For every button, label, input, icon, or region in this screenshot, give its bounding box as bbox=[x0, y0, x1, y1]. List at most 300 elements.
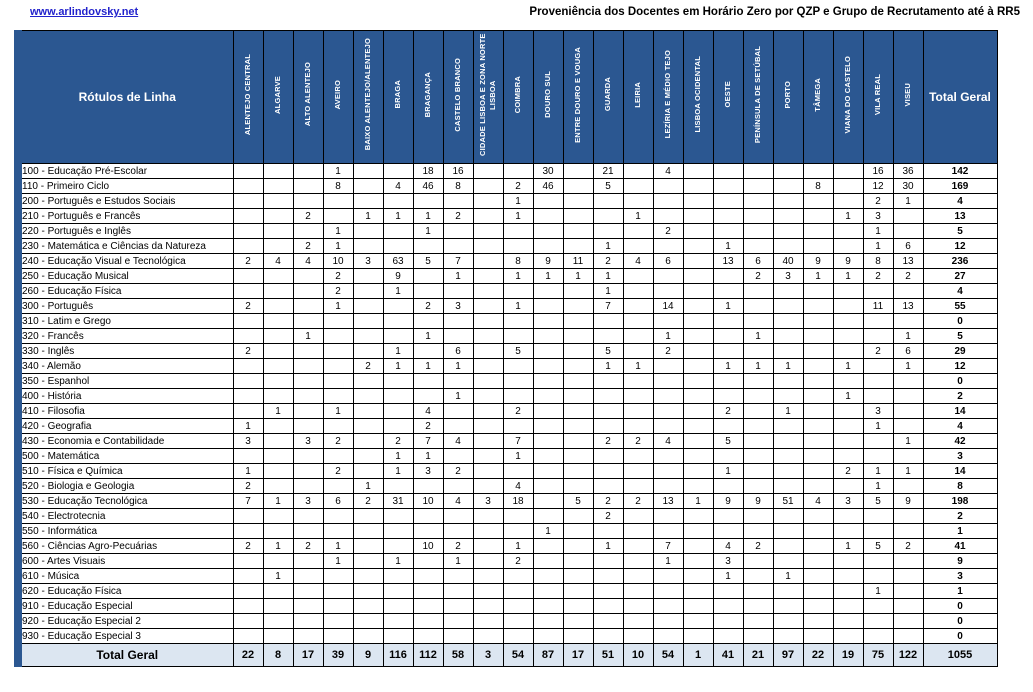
value-cell bbox=[713, 584, 743, 599]
pivot-table bbox=[14, 30, 998, 667]
value-cell bbox=[623, 269, 653, 284]
value-cell bbox=[623, 524, 653, 539]
value-cell: 3 bbox=[443, 299, 473, 314]
value-cell: 1 bbox=[893, 464, 923, 479]
value-cell bbox=[563, 569, 593, 584]
value-cell bbox=[353, 419, 383, 434]
row-label-cell: 610 - Música bbox=[18, 569, 233, 584]
value-cell: 2 bbox=[743, 539, 773, 554]
value-cell bbox=[233, 359, 263, 374]
value-cell: 1 bbox=[593, 284, 623, 299]
value-cell bbox=[863, 599, 893, 614]
value-cell: 36 bbox=[893, 164, 923, 179]
value-cell: 1 bbox=[593, 539, 623, 554]
value-cell bbox=[563, 329, 593, 344]
table-row bbox=[18, 569, 997, 584]
value-cell: 1 bbox=[383, 554, 413, 569]
value-cell: 4 bbox=[263, 254, 293, 269]
value-cell bbox=[413, 314, 443, 329]
value-cell bbox=[833, 629, 863, 644]
value-cell: 2 bbox=[293, 209, 323, 224]
row-label-cell: 510 - Física e Química bbox=[18, 464, 233, 479]
value-cell bbox=[833, 374, 863, 389]
value-cell bbox=[833, 599, 863, 614]
row-total-cell: 198 bbox=[923, 494, 997, 509]
value-cell bbox=[503, 524, 533, 539]
value-cell bbox=[623, 629, 653, 644]
value-cell bbox=[653, 389, 683, 404]
row-total-cell: 1 bbox=[923, 584, 997, 599]
value-cell: 11 bbox=[863, 299, 893, 314]
value-cell bbox=[593, 464, 623, 479]
value-cell bbox=[383, 239, 413, 254]
value-cell bbox=[293, 584, 323, 599]
column-total-cell: 51 bbox=[593, 644, 623, 667]
value-cell bbox=[533, 209, 563, 224]
col-header bbox=[233, 31, 263, 164]
grand-total-cell: 1055 bbox=[923, 644, 997, 667]
value-cell bbox=[683, 614, 713, 629]
value-cell bbox=[803, 314, 833, 329]
value-cell: 1 bbox=[863, 224, 893, 239]
value-cell bbox=[503, 314, 533, 329]
value-cell bbox=[773, 629, 803, 644]
value-cell: 2 bbox=[653, 224, 683, 239]
value-cell bbox=[743, 479, 773, 494]
value-cell bbox=[743, 524, 773, 539]
value-cell bbox=[653, 614, 683, 629]
table-row bbox=[18, 509, 997, 524]
value-cell: 1 bbox=[323, 224, 353, 239]
value-cell bbox=[623, 299, 653, 314]
page-title: Proveniência dos Docentes em Horário Zero por QZP e Grupo de Recrutamento até à RR5 bbox=[529, 6, 1020, 18]
value-cell bbox=[533, 239, 563, 254]
value-cell bbox=[443, 629, 473, 644]
value-cell bbox=[773, 239, 803, 254]
value-cell bbox=[653, 449, 683, 464]
table-row bbox=[18, 524, 997, 539]
column-total-cell: 97 bbox=[773, 644, 803, 667]
value-cell: 1 bbox=[353, 479, 383, 494]
value-cell: 18 bbox=[503, 494, 533, 509]
value-cell bbox=[503, 464, 533, 479]
value-cell bbox=[773, 329, 803, 344]
value-cell bbox=[713, 629, 743, 644]
value-cell: 2 bbox=[413, 299, 443, 314]
value-cell bbox=[803, 299, 833, 314]
value-cell bbox=[623, 509, 653, 524]
value-cell bbox=[533, 224, 563, 239]
table-row bbox=[18, 269, 997, 284]
value-cell bbox=[743, 209, 773, 224]
value-cell bbox=[803, 524, 833, 539]
value-cell bbox=[383, 584, 413, 599]
value-cell bbox=[353, 509, 383, 524]
value-cell bbox=[713, 314, 743, 329]
col-header-label: VIANA DO CASTELO bbox=[843, 55, 853, 134]
value-cell bbox=[353, 584, 383, 599]
row-total-cell: 5 bbox=[923, 224, 997, 239]
value-cell bbox=[803, 344, 833, 359]
value-cell bbox=[863, 314, 893, 329]
value-cell bbox=[503, 509, 533, 524]
value-cell bbox=[473, 374, 503, 389]
value-cell: 1 bbox=[233, 419, 263, 434]
value-cell bbox=[443, 194, 473, 209]
value-cell: 1 bbox=[893, 434, 923, 449]
value-cell bbox=[683, 239, 713, 254]
value-cell bbox=[233, 449, 263, 464]
value-cell bbox=[803, 479, 833, 494]
value-cell bbox=[563, 584, 593, 599]
value-cell bbox=[533, 584, 563, 599]
col-header-label: LISBOA OCIDENTAL bbox=[693, 56, 703, 133]
value-cell bbox=[623, 404, 653, 419]
value-cell bbox=[683, 539, 713, 554]
value-cell bbox=[293, 629, 323, 644]
row-total-cell: 41 bbox=[923, 539, 997, 554]
value-cell: 1 bbox=[593, 239, 623, 254]
value-cell bbox=[893, 524, 923, 539]
value-cell bbox=[743, 509, 773, 524]
value-cell bbox=[803, 599, 833, 614]
value-cell: 13 bbox=[893, 299, 923, 314]
col-header-label: ENTRE DOURO E VOUGA bbox=[573, 46, 583, 143]
row-label-cell: 500 - Matemática bbox=[18, 449, 233, 464]
value-cell: 5 bbox=[713, 434, 743, 449]
value-cell: 2 bbox=[323, 434, 353, 449]
value-cell bbox=[533, 314, 563, 329]
value-cell bbox=[563, 344, 593, 359]
value-cell bbox=[383, 629, 413, 644]
value-cell bbox=[803, 374, 833, 389]
value-cell bbox=[443, 284, 473, 299]
value-cell bbox=[473, 284, 503, 299]
value-cell bbox=[683, 194, 713, 209]
value-cell: 8 bbox=[443, 179, 473, 194]
value-cell bbox=[713, 224, 743, 239]
value-cell bbox=[713, 209, 743, 224]
value-cell bbox=[893, 374, 923, 389]
value-cell: 3 bbox=[863, 404, 893, 419]
col-header bbox=[713, 31, 743, 164]
value-cell bbox=[893, 389, 923, 404]
value-cell bbox=[773, 194, 803, 209]
site-link[interactable]: www.arlindovsky.net bbox=[30, 6, 139, 18]
value-cell bbox=[743, 299, 773, 314]
value-cell bbox=[773, 434, 803, 449]
value-cell bbox=[293, 554, 323, 569]
value-cell bbox=[593, 629, 623, 644]
value-cell bbox=[833, 404, 863, 419]
value-cell bbox=[323, 509, 353, 524]
value-cell bbox=[293, 449, 323, 464]
value-cell: 4 bbox=[503, 479, 533, 494]
value-cell bbox=[773, 419, 803, 434]
value-cell bbox=[893, 209, 923, 224]
value-cell bbox=[713, 194, 743, 209]
value-cell bbox=[263, 419, 293, 434]
value-cell: 1 bbox=[353, 209, 383, 224]
value-cell bbox=[653, 629, 683, 644]
value-cell bbox=[503, 419, 533, 434]
value-cell bbox=[683, 434, 713, 449]
row-total-cell: 2 bbox=[923, 389, 997, 404]
value-cell bbox=[443, 404, 473, 419]
value-cell: 2 bbox=[653, 344, 683, 359]
value-cell: 1 bbox=[623, 209, 653, 224]
value-cell bbox=[353, 179, 383, 194]
column-total-cell: 8 bbox=[263, 644, 293, 667]
value-cell bbox=[803, 164, 833, 179]
value-cell: 1 bbox=[383, 344, 413, 359]
value-cell bbox=[563, 479, 593, 494]
value-cell: 7 bbox=[233, 494, 263, 509]
value-cell bbox=[623, 224, 653, 239]
value-cell bbox=[473, 539, 503, 554]
value-cell bbox=[443, 524, 473, 539]
value-cell bbox=[293, 359, 323, 374]
value-cell bbox=[653, 209, 683, 224]
row-label-cell: 530 - Educação Tecnológica bbox=[18, 494, 233, 509]
row-label-cell: 100 - Educação Pré-Escolar bbox=[18, 164, 233, 179]
col-header bbox=[323, 31, 353, 164]
value-cell bbox=[713, 179, 743, 194]
value-cell bbox=[533, 299, 563, 314]
table-row bbox=[18, 449, 997, 464]
value-cell bbox=[893, 479, 923, 494]
value-cell bbox=[623, 569, 653, 584]
value-cell bbox=[893, 314, 923, 329]
value-cell bbox=[713, 509, 743, 524]
value-cell bbox=[563, 299, 593, 314]
value-cell: 1 bbox=[293, 329, 323, 344]
value-cell bbox=[863, 284, 893, 299]
value-cell: 1 bbox=[833, 269, 863, 284]
value-cell bbox=[833, 344, 863, 359]
value-cell bbox=[623, 284, 653, 299]
value-cell bbox=[563, 359, 593, 374]
value-cell bbox=[623, 479, 653, 494]
column-total-cell: 112 bbox=[413, 644, 443, 667]
row-total-cell: 14 bbox=[923, 404, 997, 419]
value-cell: 1 bbox=[443, 359, 473, 374]
value-cell bbox=[503, 374, 533, 389]
col-header bbox=[893, 31, 923, 164]
value-cell bbox=[293, 164, 323, 179]
value-cell bbox=[743, 569, 773, 584]
value-cell: 3 bbox=[353, 254, 383, 269]
value-cell bbox=[473, 359, 503, 374]
value-cell bbox=[323, 314, 353, 329]
value-cell bbox=[233, 329, 263, 344]
value-cell: 3 bbox=[473, 494, 503, 509]
value-cell bbox=[563, 464, 593, 479]
value-cell: 2 bbox=[323, 284, 353, 299]
value-cell: 7 bbox=[413, 434, 443, 449]
value-cell bbox=[653, 284, 683, 299]
table-row bbox=[18, 284, 997, 299]
value-cell bbox=[593, 524, 623, 539]
value-cell: 13 bbox=[893, 254, 923, 269]
value-cell bbox=[833, 239, 863, 254]
col-header bbox=[803, 31, 833, 164]
value-cell bbox=[623, 164, 653, 179]
col-header-label: GUARDA bbox=[603, 77, 613, 112]
column-total-cell: 19 bbox=[833, 644, 863, 667]
value-cell: 9 bbox=[533, 254, 563, 269]
value-cell bbox=[383, 404, 413, 419]
value-cell: 1 bbox=[263, 539, 293, 554]
value-cell bbox=[773, 389, 803, 404]
value-cell bbox=[233, 179, 263, 194]
value-cell bbox=[803, 419, 833, 434]
value-cell: 16 bbox=[443, 164, 473, 179]
value-cell bbox=[383, 509, 413, 524]
value-cell bbox=[803, 614, 833, 629]
value-cell bbox=[473, 164, 503, 179]
col-header-label: TÂMEGA bbox=[813, 77, 823, 112]
col-header-label: LEIRIA bbox=[633, 81, 643, 108]
value-cell bbox=[233, 194, 263, 209]
value-cell bbox=[773, 374, 803, 389]
value-cell: 9 bbox=[743, 494, 773, 509]
value-cell bbox=[743, 314, 773, 329]
value-cell bbox=[533, 344, 563, 359]
value-cell: 1 bbox=[533, 269, 563, 284]
col-header bbox=[743, 31, 773, 164]
col-header-label: LEZÍRIA E MÉDIO TEJO bbox=[663, 50, 673, 139]
col-header-label: CIDADE LISBOA E ZONA NORTE LISBOA bbox=[478, 33, 497, 156]
value-cell bbox=[293, 509, 323, 524]
value-cell: 2 bbox=[323, 464, 353, 479]
value-cell bbox=[893, 509, 923, 524]
value-cell bbox=[653, 599, 683, 614]
value-cell: 1 bbox=[773, 404, 803, 419]
value-cell bbox=[653, 509, 683, 524]
value-cell: 1 bbox=[443, 389, 473, 404]
value-cell bbox=[623, 344, 653, 359]
value-cell bbox=[803, 554, 833, 569]
value-cell: 16 bbox=[863, 164, 893, 179]
value-cell bbox=[533, 614, 563, 629]
value-cell bbox=[863, 629, 893, 644]
column-total-cell: 9 bbox=[353, 644, 383, 667]
value-cell: 2 bbox=[593, 434, 623, 449]
value-cell bbox=[503, 239, 533, 254]
value-cell bbox=[773, 524, 803, 539]
value-cell bbox=[503, 629, 533, 644]
value-cell bbox=[473, 554, 503, 569]
value-cell bbox=[593, 599, 623, 614]
col-header-label: OESTE bbox=[723, 81, 733, 108]
value-cell: 11 bbox=[563, 254, 593, 269]
value-cell: 1 bbox=[833, 209, 863, 224]
value-cell bbox=[323, 209, 353, 224]
value-cell bbox=[353, 629, 383, 644]
column-total-cell: 10 bbox=[623, 644, 653, 667]
table-row bbox=[18, 239, 997, 254]
value-cell bbox=[623, 614, 653, 629]
value-cell: 1 bbox=[623, 359, 653, 374]
value-cell bbox=[353, 554, 383, 569]
value-cell bbox=[563, 434, 593, 449]
column-total-cell: 22 bbox=[233, 644, 263, 667]
value-cell bbox=[563, 389, 593, 404]
value-cell bbox=[683, 209, 713, 224]
value-cell: 1 bbox=[383, 359, 413, 374]
value-cell: 63 bbox=[383, 254, 413, 269]
value-cell bbox=[593, 314, 623, 329]
value-cell bbox=[863, 569, 893, 584]
value-cell bbox=[473, 449, 503, 464]
value-cell: 5 bbox=[863, 494, 893, 509]
value-cell bbox=[713, 329, 743, 344]
value-cell bbox=[593, 374, 623, 389]
value-cell bbox=[683, 269, 713, 284]
value-cell: 1 bbox=[383, 449, 413, 464]
value-cell bbox=[473, 479, 503, 494]
col-header bbox=[503, 31, 533, 164]
value-cell bbox=[683, 284, 713, 299]
value-cell bbox=[623, 449, 653, 464]
value-cell bbox=[743, 554, 773, 569]
value-cell bbox=[563, 164, 593, 179]
value-cell bbox=[533, 494, 563, 509]
value-cell bbox=[593, 209, 623, 224]
value-cell: 1 bbox=[263, 494, 293, 509]
value-cell bbox=[233, 404, 263, 419]
value-cell bbox=[443, 569, 473, 584]
row-label-cell: 540 - Electrotecnia bbox=[18, 509, 233, 524]
value-cell bbox=[803, 224, 833, 239]
value-cell bbox=[353, 434, 383, 449]
value-cell bbox=[593, 404, 623, 419]
table-row bbox=[18, 209, 997, 224]
value-cell: 1 bbox=[383, 464, 413, 479]
table-footer bbox=[18, 644, 997, 667]
column-total-cell: 54 bbox=[653, 644, 683, 667]
value-cell bbox=[653, 479, 683, 494]
value-cell bbox=[323, 629, 353, 644]
col-header bbox=[773, 31, 803, 164]
value-cell: 6 bbox=[443, 344, 473, 359]
value-cell bbox=[413, 374, 443, 389]
row-total-cell: 12 bbox=[923, 239, 997, 254]
value-cell bbox=[473, 329, 503, 344]
value-cell bbox=[503, 599, 533, 614]
value-cell bbox=[533, 389, 563, 404]
value-cell bbox=[533, 509, 563, 524]
value-cell bbox=[563, 509, 593, 524]
value-cell bbox=[383, 614, 413, 629]
value-cell bbox=[353, 329, 383, 344]
value-cell bbox=[743, 344, 773, 359]
value-cell bbox=[353, 374, 383, 389]
value-cell bbox=[533, 284, 563, 299]
col-header-label: CASTELO BRANCO bbox=[453, 57, 463, 132]
value-cell bbox=[473, 179, 503, 194]
value-cell bbox=[233, 509, 263, 524]
value-cell bbox=[413, 629, 443, 644]
value-cell bbox=[293, 464, 323, 479]
value-cell bbox=[683, 389, 713, 404]
value-cell: 6 bbox=[323, 494, 353, 509]
value-cell bbox=[683, 179, 713, 194]
value-cell bbox=[473, 299, 503, 314]
value-cell bbox=[683, 224, 713, 239]
value-cell bbox=[383, 314, 413, 329]
